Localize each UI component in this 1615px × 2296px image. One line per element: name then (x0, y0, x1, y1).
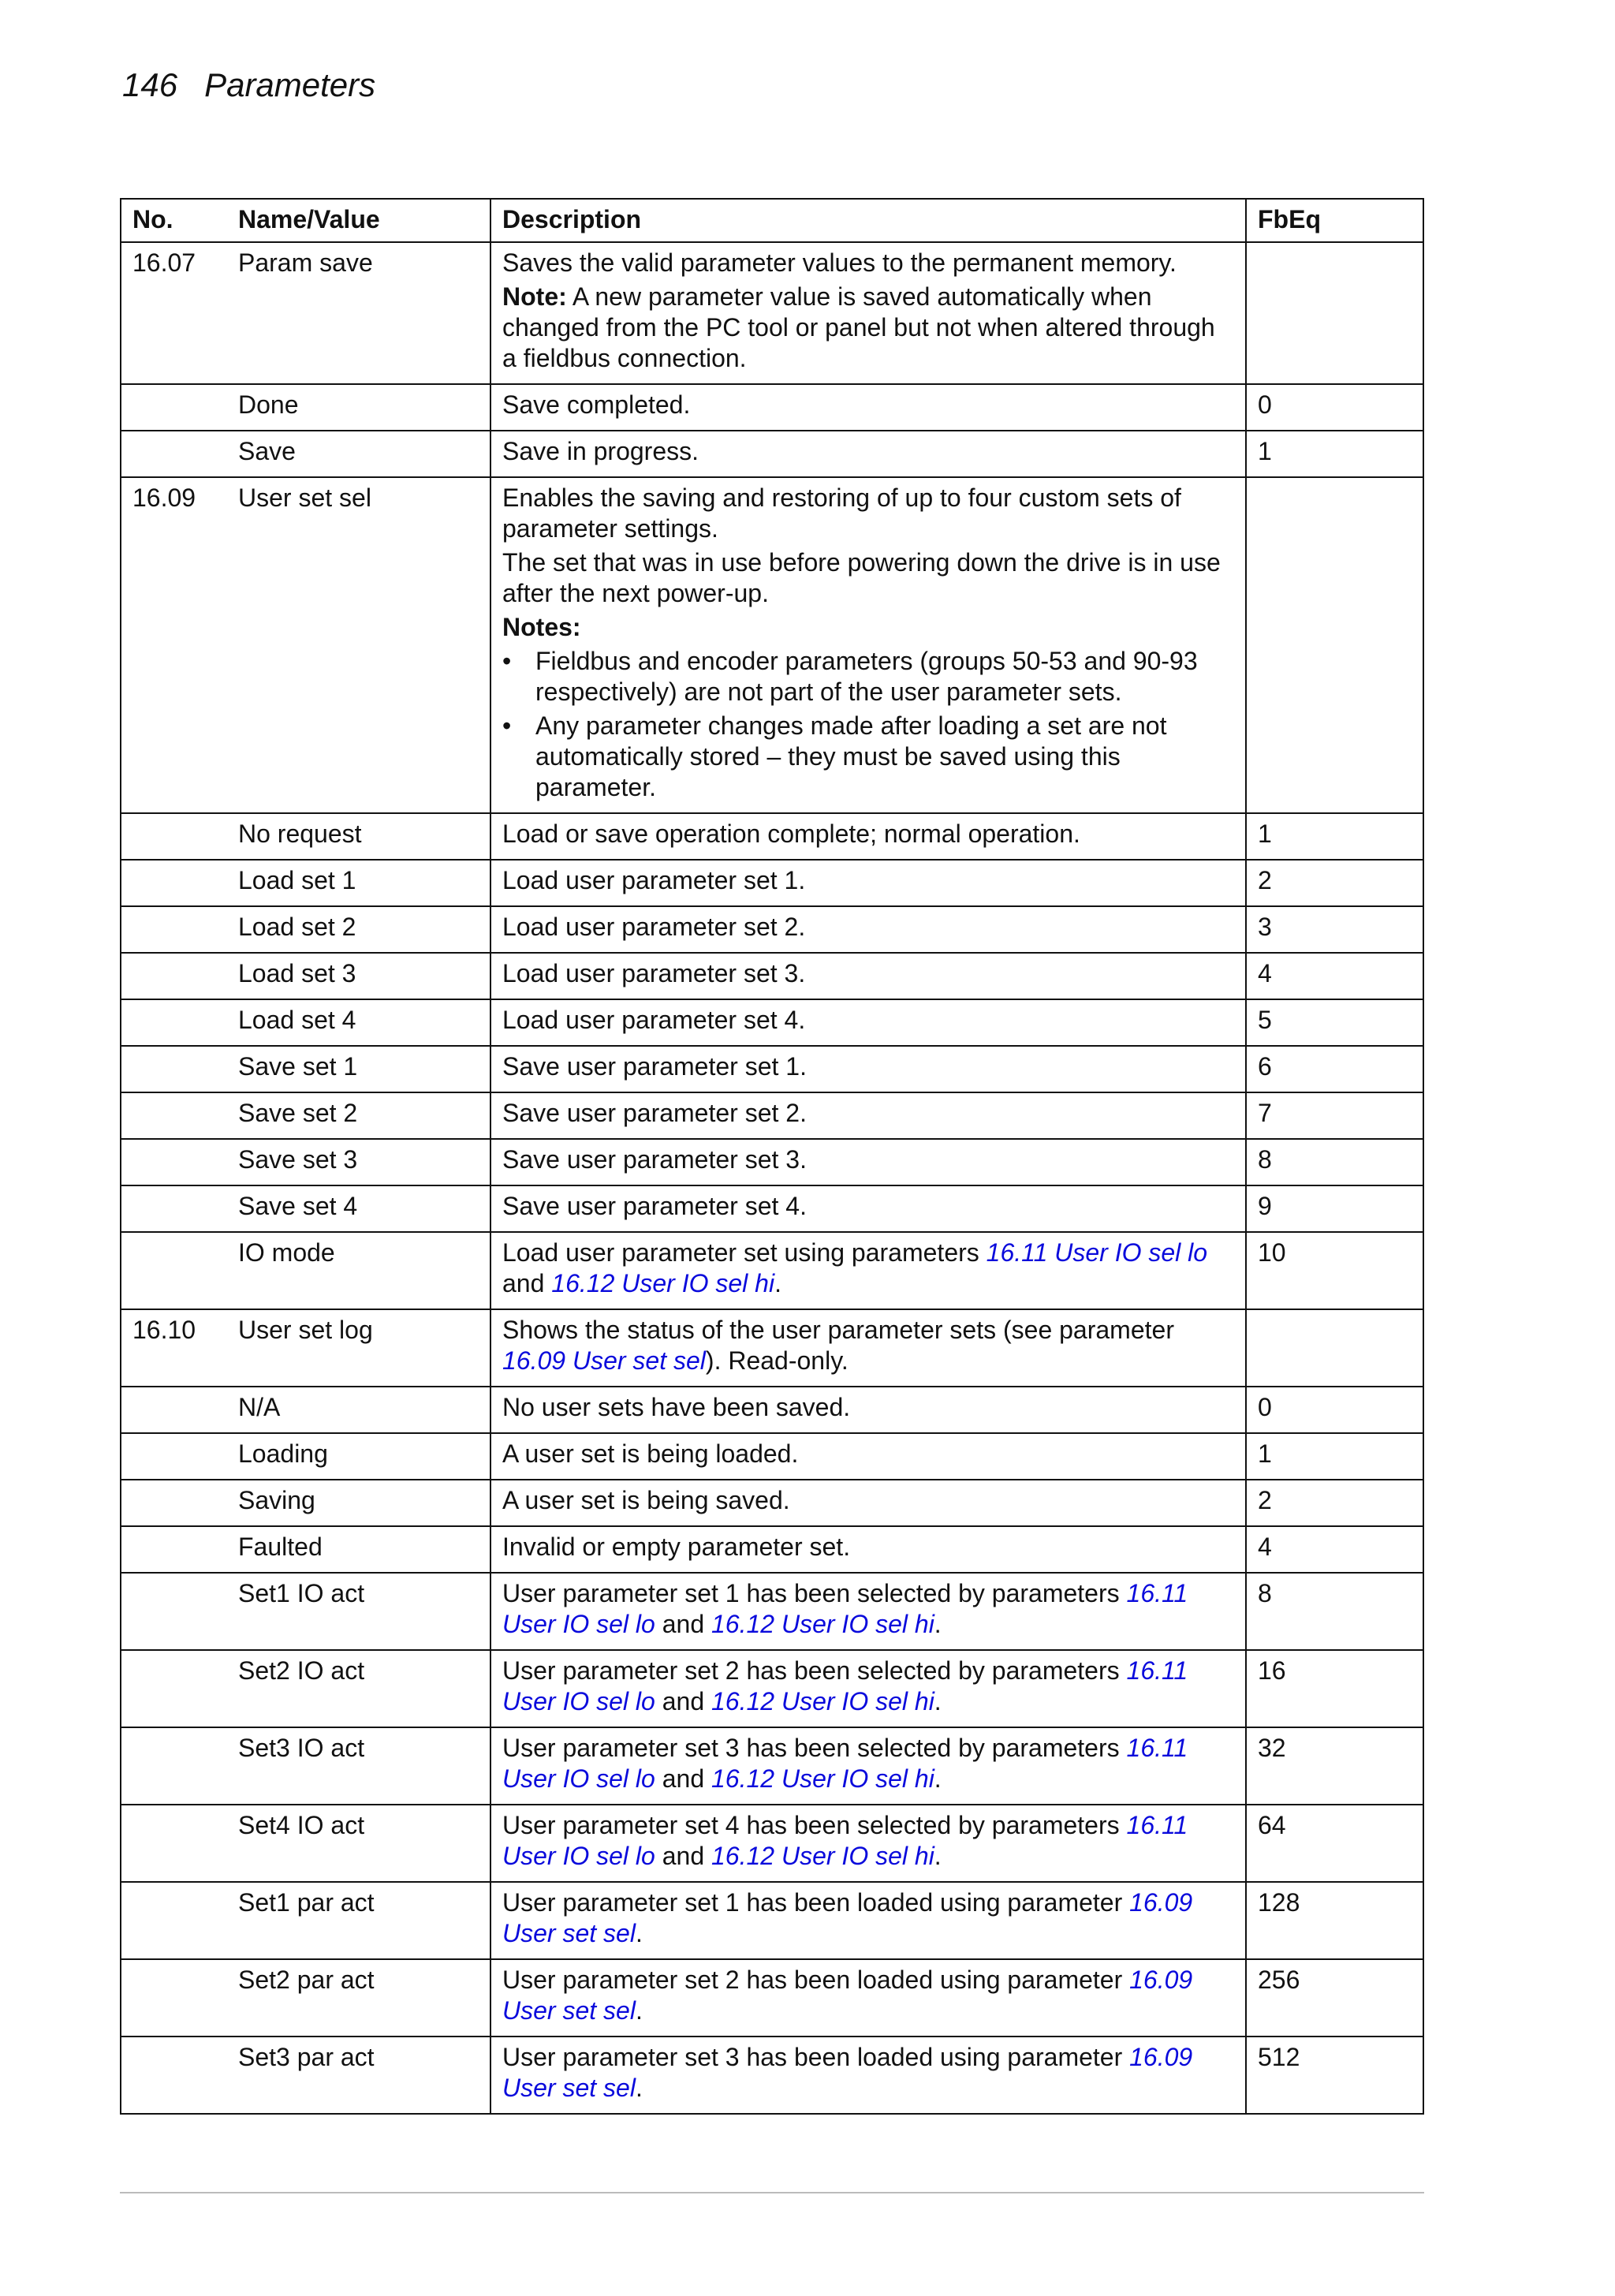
table-row (121, 1046, 1423, 1092)
param-name: Load set 4 (227, 999, 490, 1046)
description-paragraph (502, 1532, 1234, 1562)
column-header-description: Description (490, 199, 1246, 242)
text: . (774, 1269, 781, 1297)
parameter-link[interactable]: 16.09 User set sel (502, 2043, 1193, 2102)
parameter-table (120, 198, 1424, 2115)
text: User parameter set 4 has been selected by parameters (502, 1811, 1127, 1839)
text: Save user parameter set 1. (502, 1052, 807, 1081)
text: . (934, 1842, 942, 1870)
text: and (502, 1269, 552, 1297)
fbeq-value: 6 (1246, 1046, 1423, 1092)
param-number (121, 1526, 227, 1573)
param-number (121, 953, 227, 999)
parameter-link[interactable]: 16.11 User IO sel lo (502, 1579, 1188, 1638)
text: and (655, 1687, 711, 1715)
param-number (121, 1727, 227, 1805)
fbeq-value: 10 (1246, 1232, 1423, 1309)
text: . (934, 1610, 942, 1638)
parameter-link[interactable]: 16.11 User IO sel lo (502, 1656, 1188, 1715)
param-description (490, 813, 1246, 860)
param-description (490, 431, 1246, 477)
text: . (635, 2074, 643, 2102)
description-paragraph (502, 958, 1234, 989)
description-paragraph (502, 1315, 1234, 1376)
description-paragraph (502, 1810, 1234, 1872)
description-paragraph (502, 1005, 1234, 1036)
param-description (490, 1727, 1246, 1805)
param-number (121, 431, 227, 477)
param-name: Save set 2 (227, 1092, 490, 1139)
description-paragraph (502, 1051, 1234, 1082)
fbeq-value: 0 (1246, 1387, 1423, 1433)
param-number: 16.10 (121, 1309, 227, 1387)
param-description (490, 1232, 1246, 1309)
table-row (121, 1959, 1423, 2037)
param-description (490, 1185, 1246, 1232)
table-row (121, 999, 1423, 1046)
fbeq-value: 1 (1246, 1433, 1423, 1480)
description-paragraph (502, 390, 1234, 420)
fbeq-value: 512 (1246, 2037, 1423, 2114)
text: Save user parameter set 2. (502, 1099, 807, 1127)
fbeq-value: 128 (1246, 1882, 1423, 1959)
param-number (121, 1185, 227, 1232)
description-paragraph (502, 248, 1234, 278)
table-row (121, 1309, 1423, 1387)
param-number (121, 384, 227, 431)
param-name: Load set 2 (227, 906, 490, 953)
description-paragraph (502, 547, 1234, 609)
text: A user set is being saved. (502, 1486, 790, 1514)
text: Any parameter changes made after loading a set are not automatically stored – they must be saved using this parameter. (535, 711, 1167, 801)
param-description (490, 1139, 1246, 1185)
fbeq-value: 5 (1246, 999, 1423, 1046)
description-paragraph (502, 912, 1234, 943)
description-paragraph (502, 865, 1234, 896)
text: and (655, 1610, 711, 1638)
param-description (490, 860, 1246, 906)
description-paragraph (502, 1144, 1234, 1175)
param-description (490, 1959, 1246, 2037)
table-row (121, 953, 1423, 999)
param-number (121, 860, 227, 906)
param-name: Set3 IO act (227, 1727, 490, 1805)
text: Saves the valid parameter values to the permanent memory. (502, 248, 1177, 277)
param-name: Param save (227, 242, 490, 384)
text: Invalid or empty parameter set. (502, 1533, 851, 1561)
text: User parameter set 1 has been selected by parameters (502, 1579, 1127, 1607)
parameter-link[interactable]: 16.12 User IO sel hi (711, 1842, 934, 1870)
parameter-link[interactable]: 16.09 User set sel (502, 1966, 1193, 2025)
text: User parameter set 3 has been selected by parameters (502, 1734, 1127, 1762)
param-name: Save set 3 (227, 1139, 490, 1185)
param-description (490, 1805, 1246, 1882)
section-title: Parameters (204, 66, 376, 103)
column-header-fbeq: FbEq (1246, 199, 1423, 242)
text: Save completed. (502, 390, 691, 419)
bold-label: Notes: (502, 613, 581, 641)
description-paragraph (502, 819, 1234, 849)
fbeq-value: 4 (1246, 953, 1423, 999)
table-row (121, 1185, 1423, 1232)
param-name: N/A (227, 1387, 490, 1433)
param-description (490, 1092, 1246, 1139)
table-row (121, 1882, 1423, 1959)
text: . (635, 1996, 643, 2025)
table-row (121, 1433, 1423, 1480)
param-description (490, 2037, 1246, 2114)
param-description (490, 1433, 1246, 1480)
table-row (121, 1480, 1423, 1526)
text: User parameter set 3 has been loaded using parameter (502, 2043, 1130, 2071)
fbeq-value: 1 (1246, 813, 1423, 860)
fbeq-value (1246, 477, 1423, 813)
description-paragraph (502, 2042, 1234, 2104)
param-number (121, 813, 227, 860)
description-paragraph (502, 483, 1234, 544)
fbeq-value: 1 (1246, 431, 1423, 477)
fbeq-value: 16 (1246, 1650, 1423, 1727)
param-name: User set sel (227, 477, 490, 813)
fbeq-value: 2 (1246, 1480, 1423, 1526)
param-name: User set log (227, 1309, 490, 1387)
text: Load user parameter set 2. (502, 913, 806, 941)
table-row (121, 1387, 1423, 1433)
fbeq-value: 64 (1246, 1805, 1423, 1882)
param-number: 16.09 (121, 477, 227, 813)
param-number (121, 1882, 227, 1959)
parameter-link[interactable]: 16.12 User IO sel hi (551, 1269, 775, 1297)
text: A new parameter value is saved automatically when changed from the PC tool or panel but not when altered through a fieldbus connection. (502, 282, 1215, 372)
footer-divider (120, 2192, 1424, 2193)
param-name: Set4 IO act (227, 1805, 490, 1882)
table-row (121, 1727, 1423, 1805)
fbeq-value: 8 (1246, 1139, 1423, 1185)
page-header (122, 66, 402, 104)
param-number (121, 1232, 227, 1309)
text: User parameter set 2 has been selected by parameters (502, 1656, 1127, 1685)
table-header-row (121, 199, 1423, 242)
param-name: Set1 IO act (227, 1573, 490, 1650)
param-description (490, 384, 1246, 431)
param-number (121, 1433, 227, 1480)
param-number (121, 999, 227, 1046)
table-row (121, 431, 1423, 477)
text: The set that was in use before powering down the drive is in use after the next power-up. (502, 548, 1221, 607)
table-row (121, 1139, 1423, 1185)
parameter-link[interactable]: 16.12 User IO sel hi (711, 1687, 934, 1715)
description-paragraph (502, 612, 1234, 643)
description-paragraph (502, 1965, 1234, 2026)
fbeq-value: 8 (1246, 1573, 1423, 1650)
param-name: Set2 par act (227, 1959, 490, 2037)
text: ). Read-only. (705, 1346, 849, 1375)
text: Save in progress. (502, 437, 699, 465)
table-row (121, 1092, 1423, 1139)
text: Load user parameter set 3. (502, 959, 806, 987)
fbeq-value (1246, 242, 1423, 384)
text: No user sets have been saved. (502, 1393, 851, 1421)
param-description (490, 1046, 1246, 1092)
fbeq-value: 2 (1246, 860, 1423, 906)
param-number (121, 2037, 227, 2114)
fbeq-value: 256 (1246, 1959, 1423, 2037)
param-name: Loading (227, 1433, 490, 1480)
table-row (121, 1232, 1423, 1309)
param-number (121, 1092, 227, 1139)
parameter-link[interactable]: 16.11 User IO sel lo (986, 1238, 1208, 1267)
param-name: Set2 IO act (227, 1650, 490, 1727)
param-description (490, 1526, 1246, 1573)
description-paragraph (502, 1733, 1234, 1794)
param-description (490, 999, 1246, 1046)
description-paragraph (502, 1656, 1234, 1717)
text: and (655, 1764, 711, 1793)
param-number (121, 1480, 227, 1526)
fbeq-value: 32 (1246, 1727, 1423, 1805)
table-row (121, 1526, 1423, 1573)
param-description (490, 953, 1246, 999)
param-name: IO mode (227, 1232, 490, 1309)
param-description (490, 1650, 1246, 1727)
param-number (121, 1650, 227, 1727)
param-number (121, 1046, 227, 1092)
table-row (121, 1650, 1423, 1727)
description-paragraph (502, 1238, 1234, 1299)
text: Load or save operation complete; normal operation. (502, 819, 1080, 848)
param-number (121, 1387, 227, 1433)
table-row (121, 242, 1423, 384)
description-paragraph (502, 282, 1234, 374)
table-row (121, 1573, 1423, 1650)
table-row (121, 906, 1423, 953)
param-description (490, 906, 1246, 953)
table-row (121, 860, 1423, 906)
param-name: Load set 1 (227, 860, 490, 906)
param-number (121, 1573, 227, 1650)
description-paragraph (502, 1098, 1234, 1129)
param-name: Faulted (227, 1526, 490, 1573)
column-header-no: No. (121, 199, 227, 242)
text: Shows the status of the user parameter sets (see parameter (502, 1316, 1174, 1344)
param-name: Done (227, 384, 490, 431)
column-header-name-value: Name/Value (227, 199, 490, 242)
parameter-link[interactable]: 16.12 User IO sel hi (711, 1764, 934, 1793)
fbeq-value: 7 (1246, 1092, 1423, 1139)
param-number (121, 1959, 227, 2037)
text: . (934, 1764, 942, 1793)
bullet-item (502, 711, 1234, 803)
param-number (121, 1805, 227, 1882)
text: A user set is being loaded. (502, 1439, 799, 1468)
description-paragraph (502, 1887, 1234, 1949)
bold-label: Note: (502, 282, 567, 311)
param-name: Set3 par act (227, 2037, 490, 2114)
text: Save user parameter set 3. (502, 1145, 807, 1174)
description-paragraph (502, 1191, 1234, 1222)
text: . (934, 1687, 942, 1715)
table-row (121, 2037, 1423, 2114)
table-row (121, 813, 1423, 860)
text: Load user parameter set 1. (502, 866, 806, 894)
param-name: Save set 4 (227, 1185, 490, 1232)
param-description (490, 1387, 1246, 1433)
parameter-link[interactable]: 16.11 User IO sel lo (502, 1734, 1188, 1793)
table-row (121, 477, 1423, 813)
parameter-link[interactable]: 16.12 User IO sel hi (711, 1610, 934, 1638)
text: User parameter set 2 has been loaded using parameter (502, 1966, 1130, 1994)
param-number: 16.07 (121, 242, 227, 384)
fbeq-value: 3 (1246, 906, 1423, 953)
text: User parameter set 1 has been loaded using parameter (502, 1888, 1130, 1917)
description-paragraph (502, 1485, 1234, 1516)
param-name: Save set 1 (227, 1046, 490, 1092)
param-name: Saving (227, 1480, 490, 1526)
param-number (121, 1139, 227, 1185)
text: Enables the saving and restoring of up to four custom sets of parameter settings. (502, 483, 1181, 543)
param-description (490, 1573, 1246, 1650)
fbeq-value: 9 (1246, 1185, 1423, 1232)
param-number (121, 906, 227, 953)
fbeq-value: 4 (1246, 1526, 1423, 1573)
description-paragraph (502, 436, 1234, 467)
description-paragraph (502, 1439, 1234, 1469)
text: . (635, 1919, 643, 1947)
table-row (121, 384, 1423, 431)
text: Save user parameter set 4. (502, 1192, 807, 1220)
param-name: Set1 par act (227, 1882, 490, 1959)
fbeq-value: 0 (1246, 384, 1423, 431)
param-name: Save (227, 431, 490, 477)
description-paragraph (502, 1578, 1234, 1640)
param-description (490, 477, 1246, 813)
param-description (490, 1309, 1246, 1387)
param-name: No request (227, 813, 490, 860)
bullet-item (502, 646, 1234, 707)
text: Load user parameter set 4. (502, 1006, 806, 1034)
text: Fieldbus and encoder parameters (groups 50-53 and 90-93 respectively) are not part of the user parameter sets. (535, 647, 1198, 706)
param-description (490, 1480, 1246, 1526)
param-description (490, 242, 1246, 384)
description-paragraph (502, 1392, 1234, 1423)
param-name: Load set 3 (227, 953, 490, 999)
fbeq-value (1246, 1309, 1423, 1387)
page-number: 146 (122, 66, 178, 103)
table-row (121, 1805, 1423, 1882)
text: Load user parameter set using parameters (502, 1238, 987, 1267)
parameter-link[interactable]: 16.11 User IO sel lo (502, 1811, 1188, 1870)
param-description (490, 1882, 1246, 1959)
parameter-link[interactable]: 16.09 User set sel (502, 1888, 1193, 1947)
text: and (655, 1842, 711, 1870)
parameter-link[interactable]: 16.09 User set sel (502, 1346, 706, 1375)
